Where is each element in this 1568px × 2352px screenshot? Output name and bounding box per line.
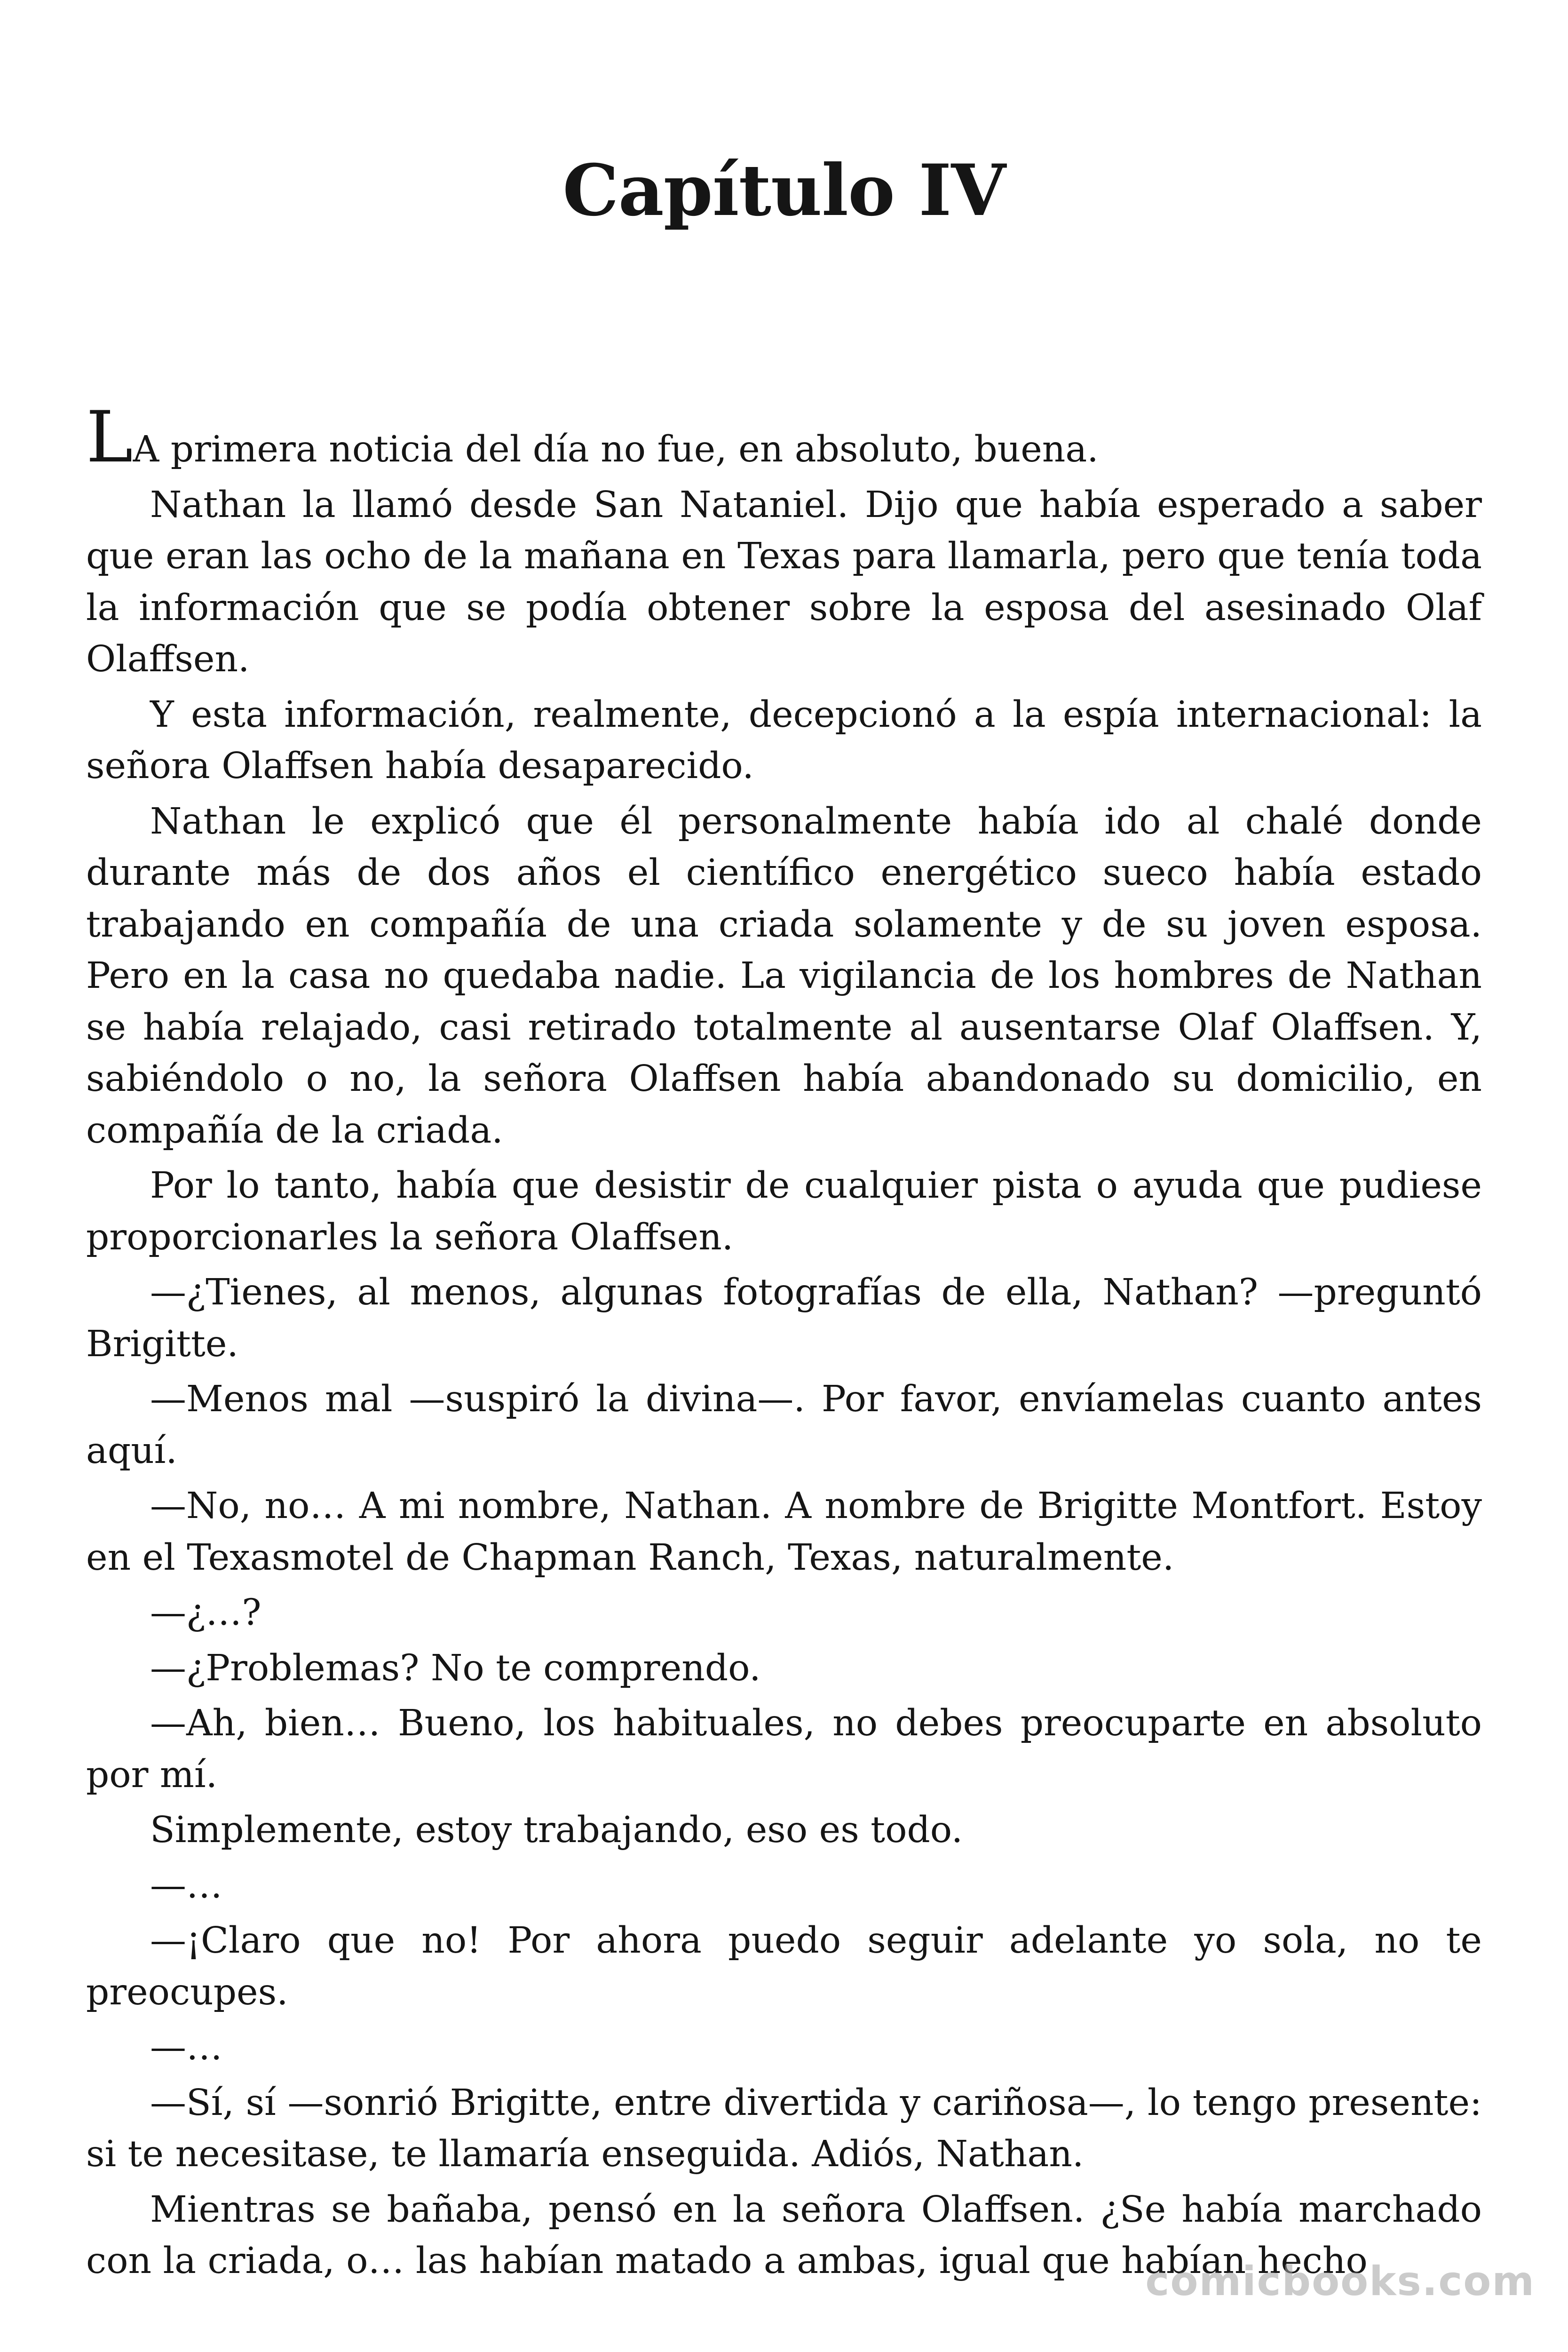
paragraph: Nathan la llamó desde San Nataniel. Dijo que había esperado a saber que eran las ocho de la mañana en Texas para llamarla, pero que tenía toda la información que se podía obtener sobre la esposa del asesinado Olaf Olaffsen. xyxy=(86,484,1482,680)
drop-cap: L xyxy=(86,397,133,478)
chapter-body xyxy=(86,397,1482,2291)
paragraph: Mientras se bañaba, pensó en la señora Olaffsen. ¿Se había marchado con la criada, o… las habían matado a ambas, igual que habían hecho xyxy=(86,2188,1482,2282)
paragraph: —Sí, sí —sonrió Brigitte, entre divertida y cariñosa—, lo tengo presente: si te necesitase, te llamaría enseguida. Adiós, Nathan. xyxy=(86,2082,1482,2175)
first-paragraph-text: A primera noticia del día no fue, en absoluto, buena. xyxy=(133,429,1099,470)
first-paragraph xyxy=(86,397,1482,478)
paragraph: —Ah, bien… Bueno, los habituales, no debes preocuparte en absoluto por mí. xyxy=(86,1702,1482,1796)
paragraph: Y esta información, realmente, decepcionó a la espía internacional: la señora Olaffsen había desaparecido. xyxy=(86,693,1482,787)
paragraph: Nathan le explicó que él personalmente había ido al chalé donde durante más de dos años el científico energético sueco había estado trabajando en compañía de una criada solamente y de su joven esposa. Pero en la casa no quedaba nadie. La vigilancia de los hombres de Nathan se había relajado, casi retirado totalmente al ausentarse Olaf Olaffsen. Y, sabiéndolo o no, la señora Olaffsen había abandonado su domicilio, en compañía de la criada. xyxy=(86,800,1482,1152)
paragraph: —… xyxy=(150,2026,222,2068)
paragraph: —¡Claro que no! Por ahora puedo seguir adelante yo sola, no te preocupes. xyxy=(86,1920,1482,2013)
paragraph: —¿Tienes, al menos, algunas fotografías de ella, Nathan? —preguntó Brigitte. xyxy=(86,1271,1482,1365)
watermark: comicbooks.com xyxy=(1145,2258,1535,2305)
paragraph: —¿…? xyxy=(150,1592,261,1634)
paragraph: —¿Problemas? No te comprendo. xyxy=(150,1647,761,1689)
paragraph: Por lo tanto, había que desistir de cualquier pista o ayuda que pudiese proporcionarles la señora Olaffsen. xyxy=(86,1165,1482,1258)
paragraph: —No, no… A mi nombre, Nathan. A nombre de Brigitte Montfort. Estoy en el Texasmotel de Chapman Ranch, Texas, naturalmente. xyxy=(86,1485,1482,1579)
chapter-title: Capítulo IV xyxy=(562,149,1006,232)
paragraph: Simplemente, estoy trabajando, eso es todo. xyxy=(150,1809,963,1851)
paragraph: —… xyxy=(150,1864,222,1907)
paragraph: —Menos mal —suspiró la divina—. Por favor, envíamelas cuanto antes aquí. xyxy=(86,1378,1482,1472)
